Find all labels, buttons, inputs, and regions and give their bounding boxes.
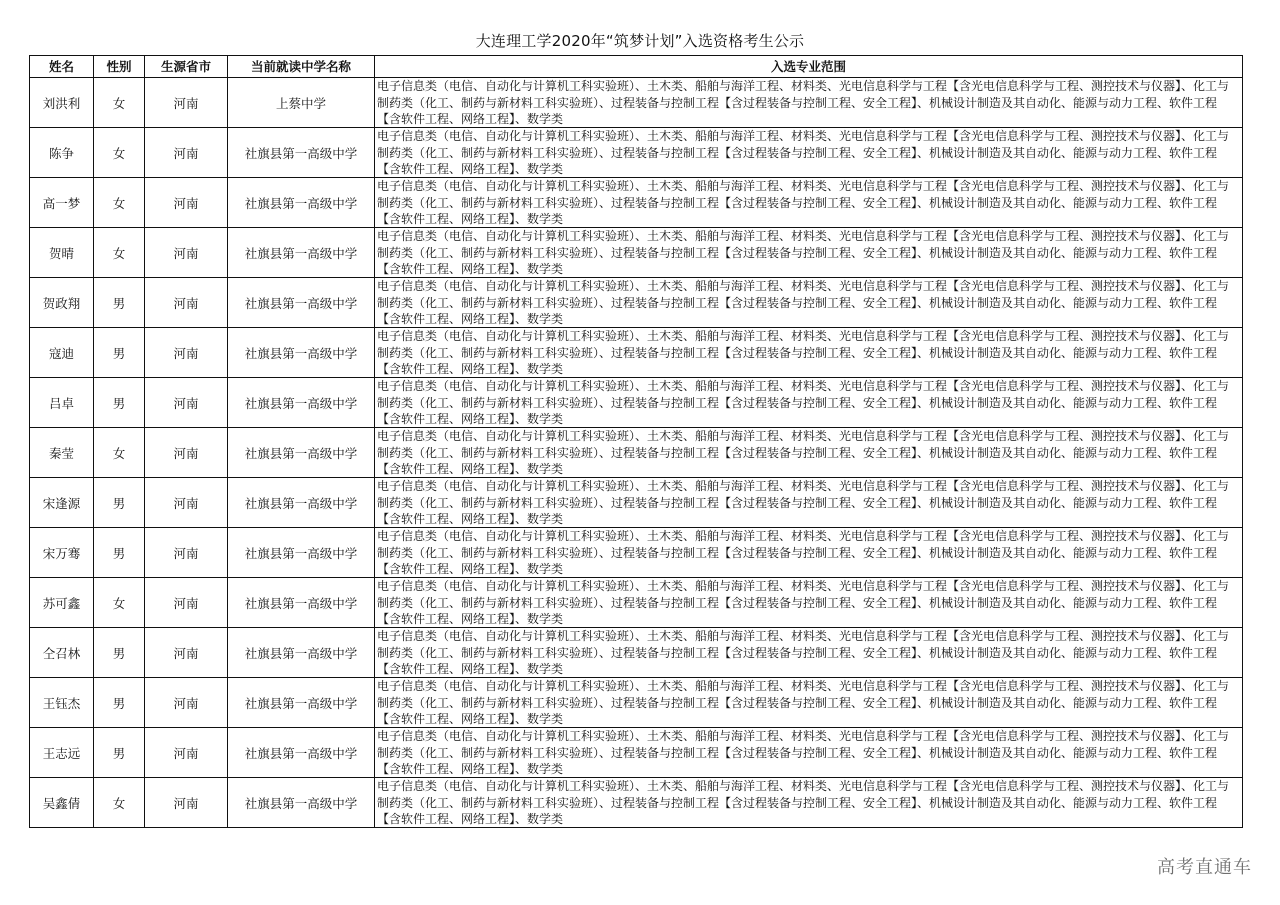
cell-major-scope (375, 328, 1243, 378)
major-scope-text: 电子信息类（电信、自动化与计算机工科实验班）、土木类、船舶与海洋工程、材料类、光电信息科学与工程【含光电信息科学与工程、测控技术与仪器】、化工与制药类（化工、制药与新材料工科实验班）、过程装备与控制工程【含过程装备与控制工程、安全工程】、机械设计制造及其自动化、能源与动力工程、软件工程【含软件工程、网络工程】、数学类 (377, 79, 1230, 126)
column-header-province: 生源省市 (145, 56, 228, 78)
cell-major-scope (375, 178, 1243, 228)
watermark-text: 高考直通车 (1157, 857, 1252, 878)
major-scope-text: 电子信息类（电信、自动化与计算机工科实验班）、土木类、船舶与海洋工程、材料类、光电信息科学与工程【含光电信息科学与工程、测控技术与仪器】、化工与制药类（化工、制药与新材料工科实验班）、过程装备与控制工程【含过程装备与控制工程、安全工程】、机械设计制造及其自动化、能源与动力工程、软件工程【含软件工程、网络工程】、数学类 (377, 629, 1230, 676)
cell-school: 社旗县第一高级中学 (228, 728, 375, 778)
cell-school: 社旗县第一高级中学 (228, 528, 375, 578)
cell-name: 宋万骞 (30, 528, 94, 578)
cell-major-scope (375, 528, 1243, 578)
cell-name: 王钰杰 (30, 678, 94, 728)
cell-gender: 男 (94, 278, 145, 328)
major-scope-text: 电子信息类（电信、自动化与计算机工科实验班）、土木类、船舶与海洋工程、材料类、光电信息科学与工程【含光电信息科学与工程、测控技术与仪器】、化工与制药类（化工、制药与新材料工科实验班）、过程装备与控制工程【含过程装备与控制工程、安全工程】、机械设计制造及其自动化、能源与动力工程、软件工程【含软件工程、网络工程】、数学类 (377, 679, 1230, 726)
major-scope-text: 电子信息类（电信、自动化与计算机工科实验班）、土木类、船舶与海洋工程、材料类、光电信息科学与工程【含光电信息科学与工程、测控技术与仪器】、化工与制药类（化工、制药与新材料工科实验班）、过程装备与控制工程【含过程装备与控制工程、安全工程】、机械设计制造及其自动化、能源与动力工程、软件工程【含软件工程、网络工程】、数学类 (377, 729, 1230, 776)
table-row (30, 478, 1243, 528)
cell-school: 社旗县第一高级中学 (228, 778, 375, 828)
cell-name: 陈争 (30, 128, 94, 178)
major-scope-text: 电子信息类（电信、自动化与计算机工科实验班）、土木类、船舶与海洋工程、材料类、光电信息科学与工程【含光电信息科学与工程、测控技术与仪器】、化工与制药类（化工、制药与新材料工科实验班）、过程装备与控制工程【含过程装备与控制工程、安全工程】、机械设计制造及其自动化、能源与动力工程、软件工程【含软件工程、网络工程】、数学类 (377, 329, 1230, 376)
cell-name: 吴鑫倩 (30, 778, 94, 828)
major-scope-text: 电子信息类（电信、自动化与计算机工科实验班）、土木类、船舶与海洋工程、材料类、光电信息科学与工程【含光电信息科学与工程、测控技术与仪器】、化工与制药类（化工、制药与新材料工科实验班）、过程装备与控制工程【含过程装备与控制工程、安全工程】、机械设计制造及其自动化、能源与动力工程、软件工程【含软件工程、网络工程】、数学类 (377, 129, 1230, 176)
cell-gender: 男 (94, 728, 145, 778)
cell-province: 河南 (145, 78, 228, 128)
table-row (30, 678, 1243, 728)
candidate-table (29, 55, 1243, 828)
cell-name: 高一梦 (30, 178, 94, 228)
page-title: 大连理工学2020年“筑梦计划”入选资格考生公示 (475, 32, 805, 50)
cell-province: 河南 (145, 128, 228, 178)
major-scope-text: 电子信息类（电信、自动化与计算机工科实验班）、土木类、船舶与海洋工程、材料类、光电信息科学与工程【含光电信息科学与工程、测控技术与仪器】、化工与制药类（化工、制药与新材料工科实验班）、过程装备与控制工程【含过程装备与控制工程、安全工程】、机械设计制造及其自动化、能源与动力工程、软件工程【含软件工程、网络工程】、数学类 (377, 579, 1230, 626)
column-header-gender: 性别 (94, 56, 145, 78)
cell-name: 苏可鑫 (30, 578, 94, 628)
cell-gender: 女 (94, 778, 145, 828)
cell-name: 贺政翔 (30, 278, 94, 328)
cell-school: 社旗县第一高级中学 (228, 228, 375, 278)
cell-school: 上蔡中学 (228, 78, 375, 128)
cell-name: 贺晴 (30, 228, 94, 278)
table-row (30, 278, 1243, 328)
cell-name: 寇迪 (30, 328, 94, 378)
cell-province: 河南 (145, 478, 228, 528)
column-header-name: 姓名 (30, 56, 94, 78)
cell-school: 社旗县第一高级中学 (228, 628, 375, 678)
cell-school: 社旗县第一高级中学 (228, 428, 375, 478)
cell-name: 吕卓 (30, 378, 94, 428)
table-body (30, 78, 1243, 828)
table-row (30, 628, 1243, 678)
cell-major-scope (375, 728, 1243, 778)
cell-gender: 女 (94, 428, 145, 478)
cell-province: 河南 (145, 278, 228, 328)
table-row (30, 328, 1243, 378)
major-scope-text: 电子信息类（电信、自动化与计算机工科实验班）、土木类、船舶与海洋工程、材料类、光电信息科学与工程【含光电信息科学与工程、测控技术与仪器】、化工与制药类（化工、制药与新材料工科实验班）、过程装备与控制工程【含过程装备与控制工程、安全工程】、机械设计制造及其自动化、能源与动力工程、软件工程【含软件工程、网络工程】、数学类 (377, 529, 1230, 576)
cell-gender: 男 (94, 478, 145, 528)
cell-school: 社旗县第一高级中学 (228, 328, 375, 378)
column-header-school: 当前就读中学名称 (228, 56, 375, 78)
cell-school: 社旗县第一高级中学 (228, 128, 375, 178)
major-scope-text: 电子信息类（电信、自动化与计算机工科实验班）、土木类、船舶与海洋工程、材料类、光电信息科学与工程【含光电信息科学与工程、测控技术与仪器】、化工与制药类（化工、制药与新材料工科实验班）、过程装备与控制工程【含过程装备与控制工程、安全工程】、机械设计制造及其自动化、能源与动力工程、软件工程【含软件工程、网络工程】、数学类 (377, 279, 1230, 326)
cell-province: 河南 (145, 728, 228, 778)
major-scope-text: 电子信息类（电信、自动化与计算机工科实验班）、土木类、船舶与海洋工程、材料类、光电信息科学与工程【含光电信息科学与工程、测控技术与仪器】、化工与制药类（化工、制药与新材料工科实验班）、过程装备与控制工程【含过程装备与控制工程、安全工程】、机械设计制造及其自动化、能源与动力工程、软件工程【含软件工程、网络工程】、数学类 (377, 779, 1230, 826)
cell-school: 社旗县第一高级中学 (228, 278, 375, 328)
cell-province: 河南 (145, 228, 228, 278)
cell-school: 社旗县第一高级中学 (228, 378, 375, 428)
cell-name: 刘洪利 (30, 78, 94, 128)
table-header-row (30, 56, 1243, 78)
cell-major-scope (375, 778, 1243, 828)
cell-province: 河南 (145, 678, 228, 728)
cell-major-scope (375, 128, 1243, 178)
cell-province: 河南 (145, 428, 228, 478)
cell-gender: 男 (94, 678, 145, 728)
cell-province: 河南 (145, 328, 228, 378)
cell-major-scope (375, 678, 1243, 728)
cell-name: 秦莹 (30, 428, 94, 478)
cell-school: 社旗县第一高级中学 (228, 578, 375, 628)
table-row (30, 78, 1243, 128)
cell-gender: 男 (94, 628, 145, 678)
cell-school: 社旗县第一高级中学 (228, 178, 375, 228)
cell-major-scope (375, 278, 1243, 328)
cell-major-scope (375, 228, 1243, 278)
cell-province: 河南 (145, 378, 228, 428)
cell-major-scope (375, 628, 1243, 678)
major-scope-text: 电子信息类（电信、自动化与计算机工科实验班）、土木类、船舶与海洋工程、材料类、光电信息科学与工程【含光电信息科学与工程、测控技术与仪器】、化工与制药类（化工、制药与新材料工科实验班）、过程装备与控制工程【含过程装备与控制工程、安全工程】、机械设计制造及其自动化、能源与动力工程、软件工程【含软件工程、网络工程】、数学类 (377, 229, 1230, 276)
cell-province: 河南 (145, 628, 228, 678)
table-row (30, 228, 1243, 278)
cell-province: 河南 (145, 178, 228, 228)
table-row (30, 578, 1243, 628)
cell-major-scope (375, 428, 1243, 478)
major-scope-text: 电子信息类（电信、自动化与计算机工科实验班）、土木类、船舶与海洋工程、材料类、光电信息科学与工程【含光电信息科学与工程、测控技术与仪器】、化工与制药类（化工、制药与新材料工科实验班）、过程装备与控制工程【含过程装备与控制工程、安全工程】、机械设计制造及其自动化、能源与动力工程、软件工程【含软件工程、网络工程】、数学类 (377, 429, 1230, 476)
cell-gender: 男 (94, 528, 145, 578)
cell-major-scope (375, 478, 1243, 528)
cell-major-scope (375, 78, 1243, 128)
cell-province: 河南 (145, 578, 228, 628)
cell-major-scope (375, 578, 1243, 628)
cell-gender: 女 (94, 178, 145, 228)
major-scope-text: 电子信息类（电信、自动化与计算机工科实验班）、土木类、船舶与海洋工程、材料类、光电信息科学与工程【含光电信息科学与工程、测控技术与仪器】、化工与制药类（化工、制药与新材料工科实验班）、过程装备与控制工程【含过程装备与控制工程、安全工程】、机械设计制造及其自动化、能源与动力工程、软件工程【含软件工程、网络工程】、数学类 (377, 479, 1230, 526)
cell-school: 社旗县第一高级中学 (228, 678, 375, 728)
table-row (30, 778, 1243, 828)
cell-gender: 女 (94, 78, 145, 128)
cell-major-scope (375, 378, 1243, 428)
cell-province: 河南 (145, 778, 228, 828)
cell-name: 宋逢源 (30, 478, 94, 528)
cell-name: 王志远 (30, 728, 94, 778)
cell-province: 河南 (145, 528, 228, 578)
table-row (30, 728, 1243, 778)
table-row (30, 528, 1243, 578)
cell-school: 社旗县第一高级中学 (228, 478, 375, 528)
cell-gender: 女 (94, 578, 145, 628)
column-header-major-scope: 入选专业范围 (375, 56, 1243, 78)
cell-gender: 男 (94, 378, 145, 428)
cell-gender: 男 (94, 328, 145, 378)
table-row (30, 128, 1243, 178)
cell-name: 仝召林 (30, 628, 94, 678)
table-row (30, 428, 1243, 478)
major-scope-text: 电子信息类（电信、自动化与计算机工科实验班）、土木类、船舶与海洋工程、材料类、光电信息科学与工程【含光电信息科学与工程、测控技术与仪器】、化工与制药类（化工、制药与新材料工科实验班）、过程装备与控制工程【含过程装备与控制工程、安全工程】、机械设计制造及其自动化、能源与动力工程、软件工程【含软件工程、网络工程】、数学类 (377, 379, 1230, 426)
cell-gender: 女 (94, 128, 145, 178)
table-row (30, 378, 1243, 428)
table-row (30, 178, 1243, 228)
cell-gender: 女 (94, 228, 145, 278)
major-scope-text: 电子信息类（电信、自动化与计算机工科实验班）、土木类、船舶与海洋工程、材料类、光电信息科学与工程【含光电信息科学与工程、测控技术与仪器】、化工与制药类（化工、制药与新材料工科实验班）、过程装备与控制工程【含过程装备与控制工程、安全工程】、机械设计制造及其自动化、能源与动力工程、软件工程【含软件工程、网络工程】、数学类 (377, 179, 1230, 226)
